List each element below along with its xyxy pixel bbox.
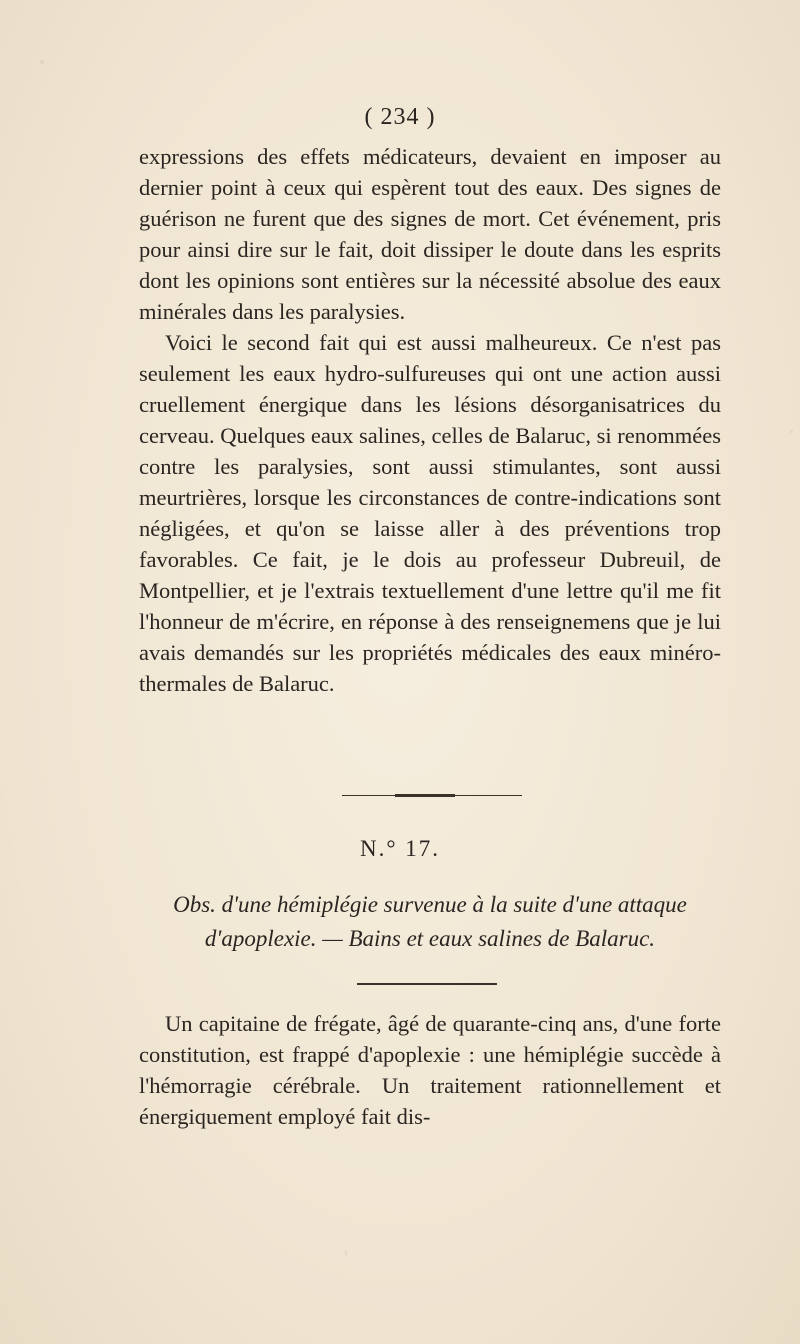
paragraph-3: Un capitaine de frégate, âgé de quarante-cinq ans, d'une forte constitution, est frappé d'apoplexie : une hémiplégie succède à l'hémorragie cérébrale. Un traitement rationnellement et énergiquement employé fait dis- <box>139 1011 721 1129</box>
paper-spot <box>40 60 44 64</box>
paper-spot <box>790 430 793 433</box>
section-divider-accent <box>395 794 455 797</box>
paragraph-1: expressions des effets médicateurs, devaient en imposer au dernier point à ceux qui espèrent tout des eaux. Des signes de guérison ne furent que des signes de mort. Cet événement, pris pour ainsi dire sur le fait, doit dissiper le doute dans les esprits dont les opinions sont entières sur la nécessité absolue des eaux minérales dans les paralysies. <box>139 144 721 324</box>
observation-title-line-1: Obs. d'une hémiplégie survenue à la suite d'une attaque <box>173 892 687 917</box>
page-number: ( 234 ) <box>364 104 436 130</box>
paragraph-2: Voici le second fait qui est aussi malheureux. Ce n'est pas seulement les eaux hydro-sulfureuses qui ont une action aussi cruellement énergique dans les lésions désorganisatrices du cerveau. Quelques eaux salines, celles de Balaruc, si renommées contre les paralysies, sont aussi stimulantes, sont aussi meurtrières, lorsque les circonstances de contre-indications sont négligées, et qu'on se laisse aller à des préventions trop favorables. Ce fait, je le dois au professeur Dubreuil, de Montpellier, et je l'extrais textuellement d'une lettre qu'il me fit l'honneur de m'écrire, en réponse à des renseignemens que je lui avais demandés sur les propriétés médicales des eaux minéro-thermales de Balaruc. <box>139 330 721 696</box>
body-text-bottom <box>139 1008 721 1132</box>
observation-title-line-2: d'apoplexie. — Bains et eaux salines de Balaruc. <box>204 926 656 951</box>
observation-title <box>139 888 721 956</box>
body-text-top <box>139 141 721 699</box>
paper-spot <box>345 1250 347 1256</box>
title-underline <box>357 983 497 985</box>
observation-number: N.° 17. <box>359 836 441 861</box>
